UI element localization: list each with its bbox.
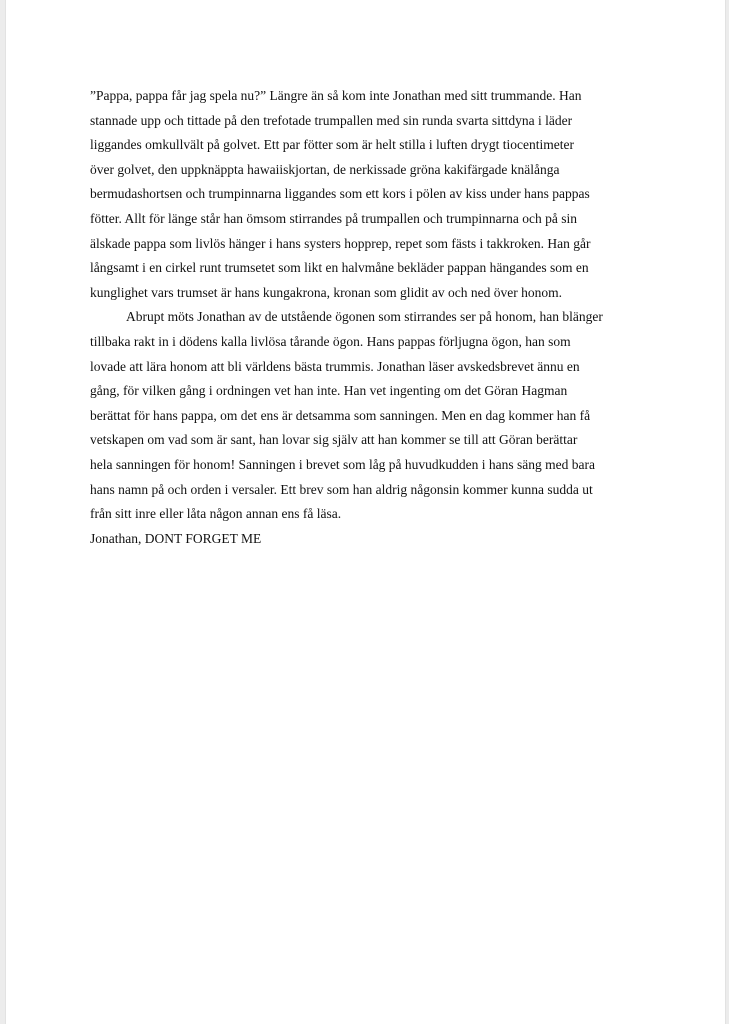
document-page — [5, 0, 726, 1024]
closing-line: Jonathan, DONT FORGET ME — [90, 530, 262, 546]
document-body — [90, 84, 666, 551]
paragraph-2: Abrupt möts Jonathan av de utstående ögonen som stirrandes ser på honom, han blänger tillbaka rakt in i dödens kalla livlösa tårande ögon. Hans pappas förljugna ögon, han som lovade att lära honom att bli världens bästa trummis. Jonathan läser avskedsbrevet ännu en gång, för vilken gång i ordningen vet han inte. Han vet ingenting om det Göran Hagman berättat för hans pappa, om det ens är detsamma som sanningen. Men en dag kommer han få vetskapen om vad som är sant, han lovar sig själv att han kommer se till att Göran berättar hela sanningen för honom! Sanningen i brevet som låg på huvudkudden i hans säng med bara hans namn på och orden i versaler. Ett brev som han aldrig någonsin kommer kunna sudda ut från sitt inre eller låta någon annan ens få läsa. — [90, 309, 603, 522]
paragraph-1: ”Pappa, pappa får jag spela nu?” Längre än så kom inte Jonathan med sitt trummande. Han stannade upp och tittade på den trefotade trumpallen med sin runda svarta sittdyna i läder liggandes omkullvält på golvet. Ett par fötter som är helt stilla i luften drygt tiocentimeter över golvet, den uppknäppta hawaiiskjortan, de nerkissade gröna kakifärgade knälånga bermudashortsen och trumpinnarna liggandes som ett kors i pölen av kiss under hans pappas fötter. Allt för länge står han ömsom stirrandes på trumpallen och trumpinnarna och på sin älskade pappa som livlös hänger i hans systers hopprep, repet som fästs i takkroken. Han går långsamt i en cirkel runt trumsetet som likt en halvmåne bekläder pappan hängandes som en kunglighet vars trumset är hans kungakrona, kronan som glidit av och ned över honom. — [90, 88, 591, 300]
